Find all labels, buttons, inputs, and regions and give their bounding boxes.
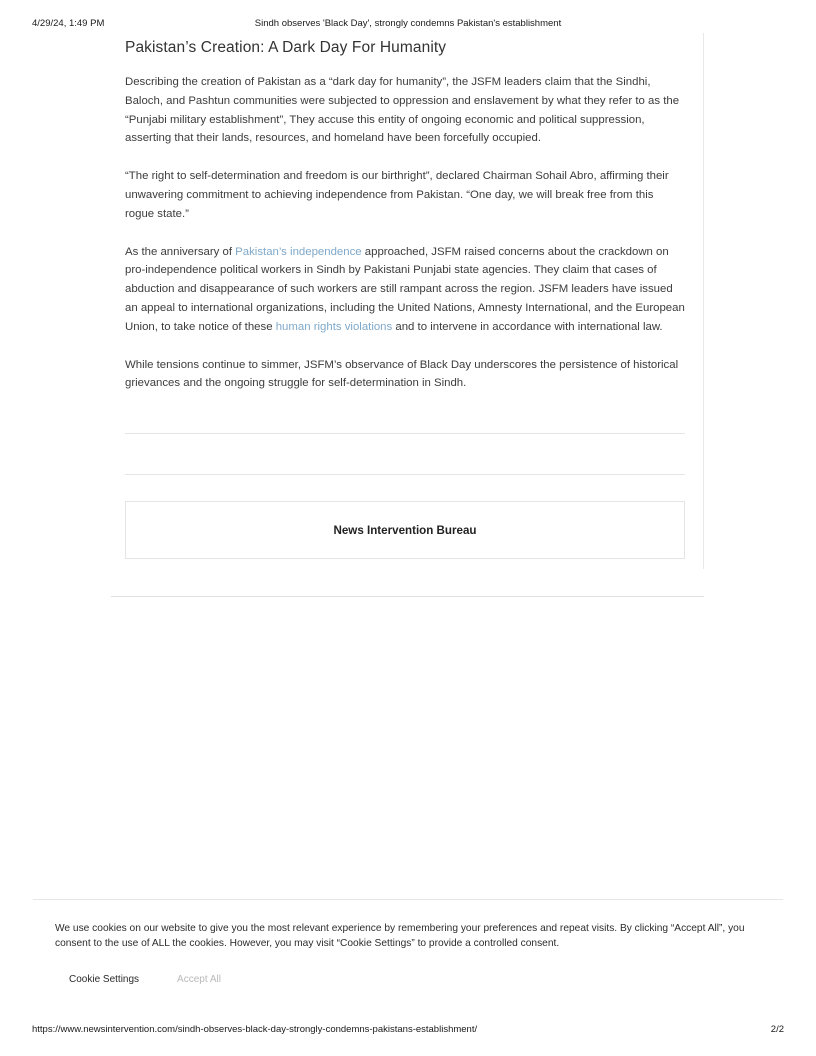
print-header-title: Sindh observes 'Black Day', strongly condemns Pakistan's establishment bbox=[254, 18, 562, 29]
content-frame-bottom-rule bbox=[111, 596, 704, 597]
article-paragraph: As the anniversary of Pakistan’s independence approached, JSFM raised concerns about the crackdown on pro-independence political workers in Sindh by Pakistani Punjabi state agencies. They claim that cases of abduction and disappearance of such workers are still rampant across the region. JSFM leaders have issued an appeal to international organizations, including the United Nations, Amnesty International, and the European Union, to take notice of these human rights violations and to intervene in accordance with international law. bbox=[125, 245, 685, 333]
print-footer bbox=[0, 1024, 816, 1038]
print-header bbox=[0, 18, 816, 32]
article-paragraph: “The right to self-determination and freedom is our birthright”, declared Chairman Sohail Abro, affirming their unwavering commitment to achieving independence from Pakistan. “One day, we will break free from this rogue state.” bbox=[125, 170, 669, 220]
byline-text: News Intervention Bureau bbox=[333, 523, 477, 537]
article-content-inner bbox=[111, 39, 703, 559]
accept-all-cookies-button[interactable]: Accept All bbox=[169, 970, 229, 989]
print-header-date: 4/29/24, 1:49 PM bbox=[32, 18, 105, 29]
section-divider-bottom bbox=[125, 474, 685, 475]
cookie-consent-banner bbox=[33, 899, 783, 989]
inline-link[interactable]: human rights violations bbox=[275, 320, 393, 333]
cookie-consent-message: We use cookies on our website to give you the most relevant experience by remembering your preferences and repeat visits. By clicking “Accept All”, you consent to the use of ALL the cookies. However, you may visit “Cookie Settings” to provide a controlled consent. bbox=[55, 923, 745, 949]
byline-box bbox=[125, 501, 685, 559]
section-divider-top bbox=[125, 433, 685, 434]
article-paragraph: While tensions continue to simmer, JSFM’s observance of Black Day underscores the persistence of historical grievances and the ongoing struggle for self-determination in Sindh. bbox=[125, 358, 679, 390]
article-subtitle: Pakistan’s Creation: A Dark Day For Humanity bbox=[125, 39, 447, 56]
article-content-frame bbox=[111, 33, 704, 569]
print-footer-url: https://www.newsintervention.com/sindh-observes-black-day-strongly-condemns-pakistans-establishment/ bbox=[32, 1024, 478, 1035]
article-paragraph: Describing the creation of Pakistan as a “dark day for humanity”, the JSFM leaders claim that the Sindhi, Baloch, and Pashtun communities were subjected to oppression and enslavement by what they refer to as the “Punjabi military establishment”, They accuse this entity of ongoing economic and political suppression, asserting that their lands, resources, and homeland have been forcefully occupied. bbox=[125, 76, 680, 145]
cookie-consent-actions bbox=[61, 970, 783, 989]
inline-link[interactable]: Pakistan’s independence bbox=[235, 245, 362, 258]
cookie-settings-button[interactable]: Cookie Settings bbox=[61, 970, 147, 989]
print-footer-page-number: 2/2 bbox=[770, 1024, 784, 1035]
